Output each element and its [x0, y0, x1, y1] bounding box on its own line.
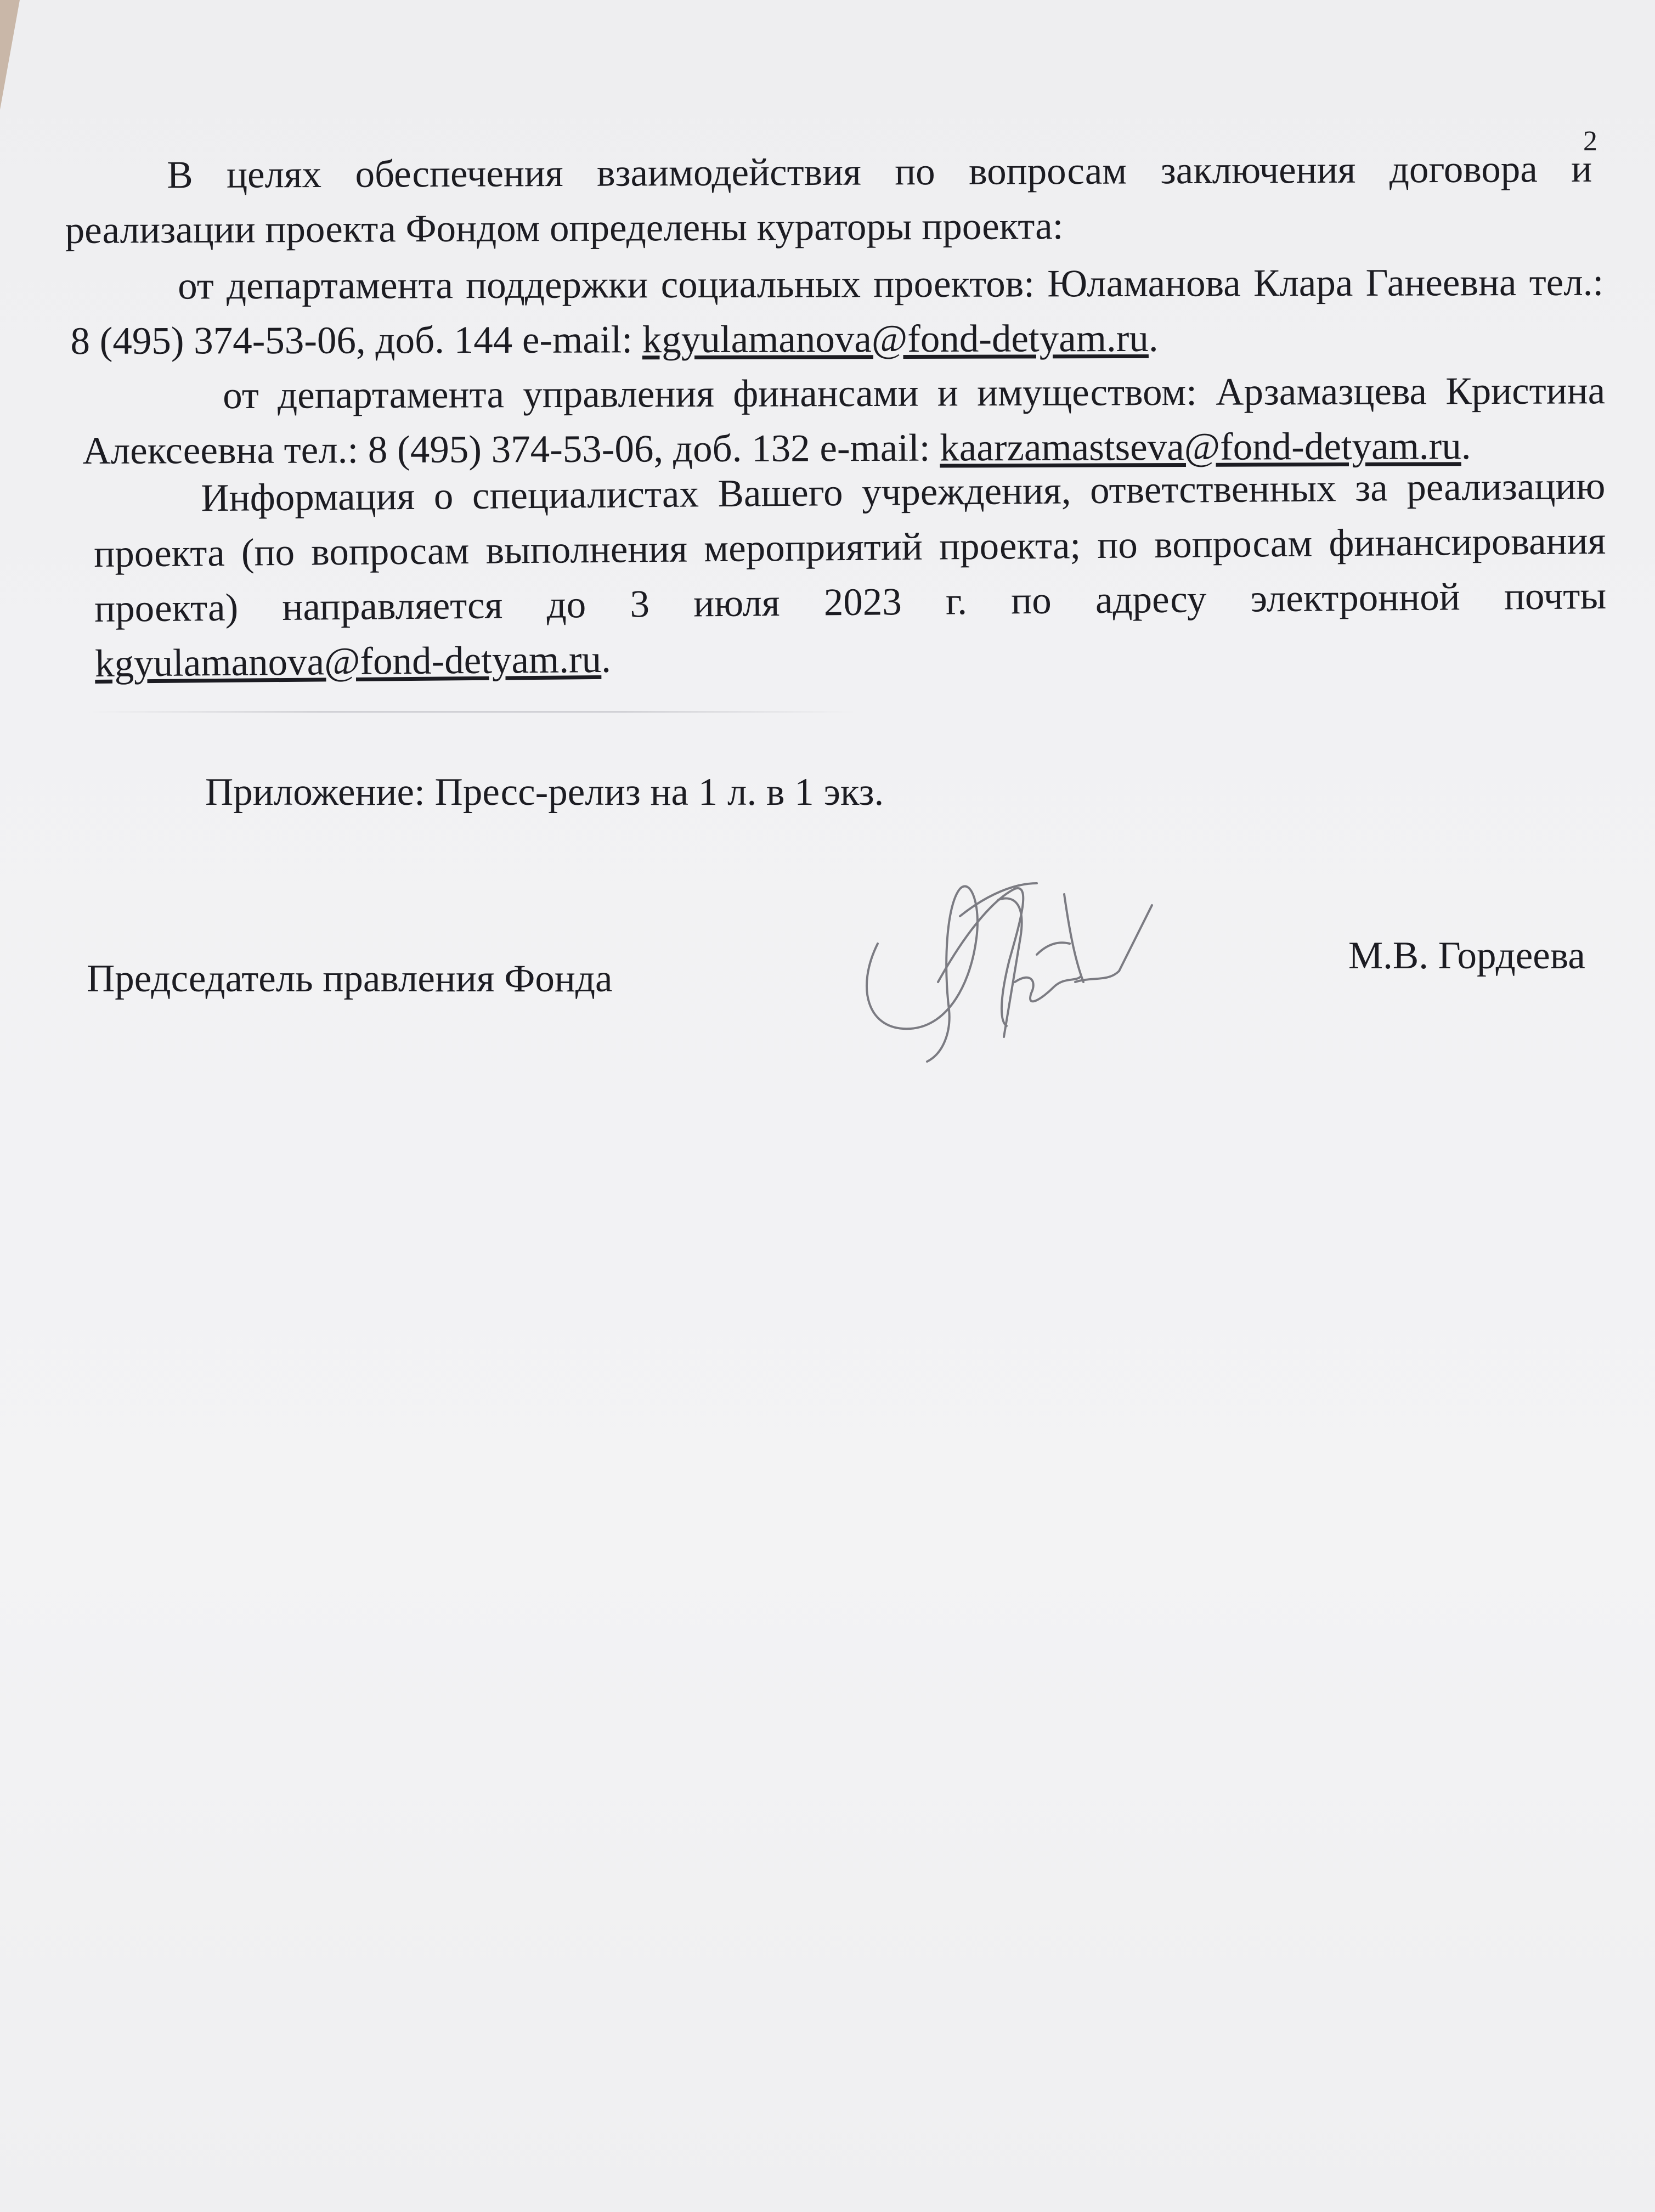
paragraph-curators-intro-text: В целях обеспечения взаимодействия по вопросам заключения договора и реализации проекта Фондом определены кураторы проекта:	[65, 147, 1592, 252]
handwritten-signature	[834, 845, 1174, 1086]
email-link-kgyulamanova[interactable]: kgyulamanova@fond-detyam.ru	[642, 317, 1149, 362]
paragraph-curators-intro	[65, 142, 1592, 258]
signer-title: Председатель правления Фонда	[87, 957, 613, 1000]
email-link-kgyulamanova-2[interactable]: kgyulamanova@fond-detyam.ru	[94, 637, 602, 685]
attachment-note: Приложение: Пресс-релиз на 1 л. в 1 экз.	[205, 771, 884, 814]
paragraph-end: .	[601, 637, 612, 681]
page-number: 2	[1583, 126, 1597, 157]
specialists-info-text: Информация о специалистах Вашего учреждения, ответственных за реализацию проекта (по вопросам выполнения мероприятий проекта; по вопросам финансирования проекта) направляется до 3 июля 2023 г. по адресу электронной почты	[93, 464, 1607, 630]
paragraph-specialists-info	[93, 459, 1607, 691]
social-projects-curator-text: от департамента поддержки социальных проектов: Юламанова Клара Ганеевна тел.: 8 (495) 374-53-06, доб. 144 e-mail:	[70, 261, 1604, 363]
paragraph-end: .	[1461, 425, 1471, 468]
paragraph-end: .	[1148, 317, 1159, 360]
email-link-kaarzamastseva[interactable]: kaarzamastseva@fond-detyam.ru	[940, 425, 1461, 470]
signer-name: М.В. Гордеева	[1348, 934, 1585, 977]
finance-curator-text: от департамента управления финансами и имуществом: Арзамазцева Кристина Алексеевна тел.: 8 (495) 374-53-06, доб. 132 e-mail:	[82, 369, 1606, 472]
paragraph-social-projects-curator	[70, 255, 1604, 369]
paper-crease	[88, 711, 856, 713]
